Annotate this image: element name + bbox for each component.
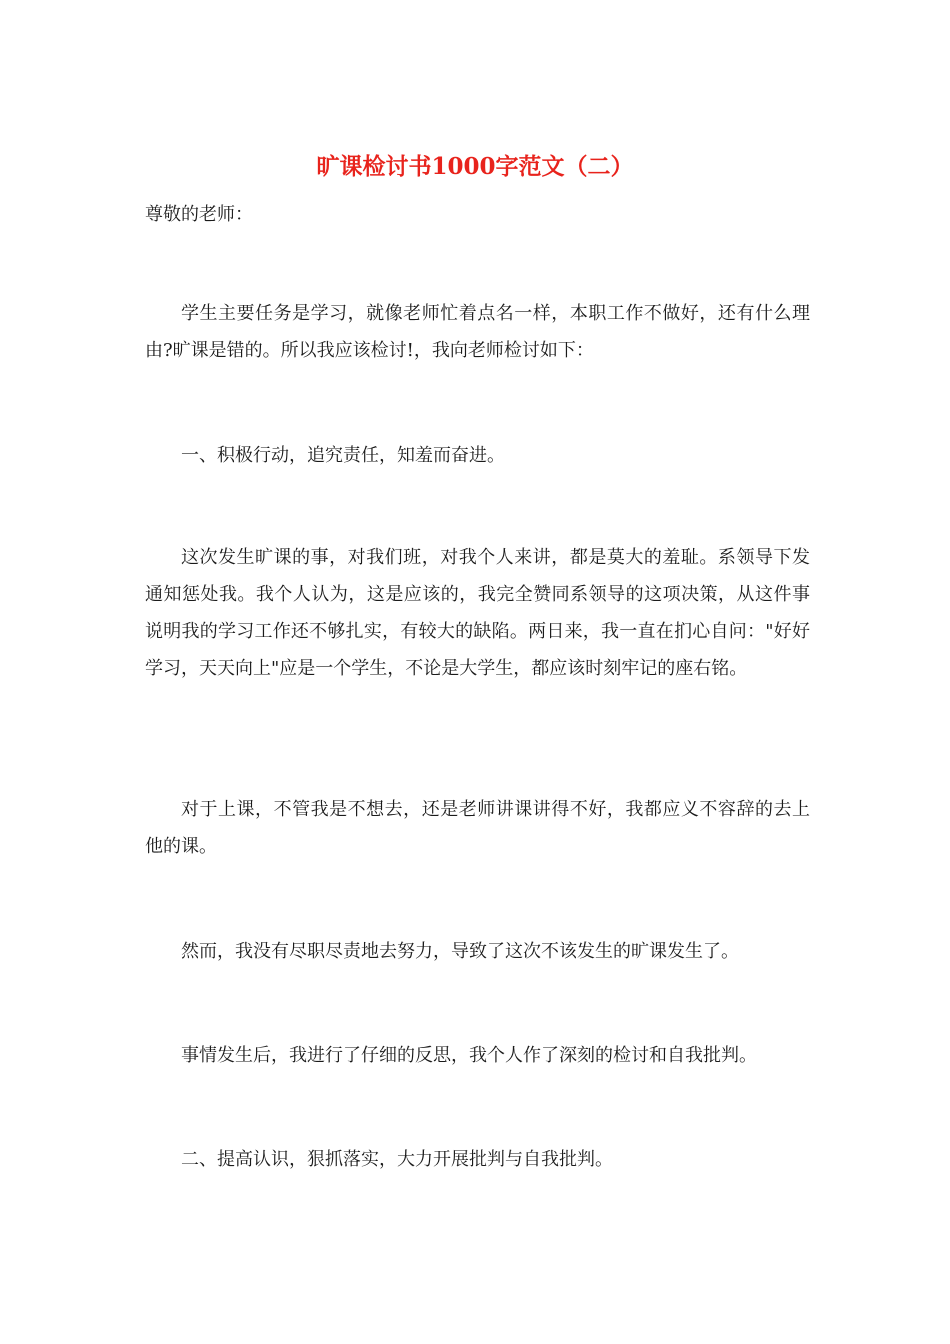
section-heading-2: 二、提高认识，狠抓落实，大力开展批判与自我批判。 bbox=[181, 1149, 613, 1170]
document-title: 旷课检讨书1000字范文（二） bbox=[316, 153, 634, 180]
paragraph-consequence: 然而，我没有尽职尽责地去努力，导致了这次不该发生的旷课发生了。 bbox=[181, 941, 739, 962]
paragraph-intro: 学生主要任务是学习，就像老师忙着点名一样，本职工作不做好，还有什么理由?旷课是错的。所以我应该检讨!，我向老师检讨如下： bbox=[145, 303, 810, 361]
paragraph-attendance: 对于上课，不管我是不想去，还是老师讲课讲得不好，我都应义不容辞的去上他的课。 bbox=[145, 799, 810, 857]
paragraph-reflection: 这次发生旷课的事，对我们班，对我个人来讲，都是莫大的羞耻。系领导下发通知惩处我。我个人认为，这是应该的，我完全赞同系领导的这项决策，从这件事说明我的学习工作还不够扎实，有较大的缺陷。两日来，我一直在扪心自问："好好学习，天天向上"应是一个学生，不论是大学生，都应该时刻牢记的座右铭。 bbox=[145, 547, 810, 679]
paragraph-self-criticism: 事情发生后，我进行了仔细的反思，我个人作了深刻的检讨和自我批判。 bbox=[181, 1045, 757, 1066]
section-heading-1: 一、积极行动，追究责任，知羞而奋进。 bbox=[181, 445, 505, 466]
salutation: 尊敬的老师： bbox=[145, 204, 253, 225]
